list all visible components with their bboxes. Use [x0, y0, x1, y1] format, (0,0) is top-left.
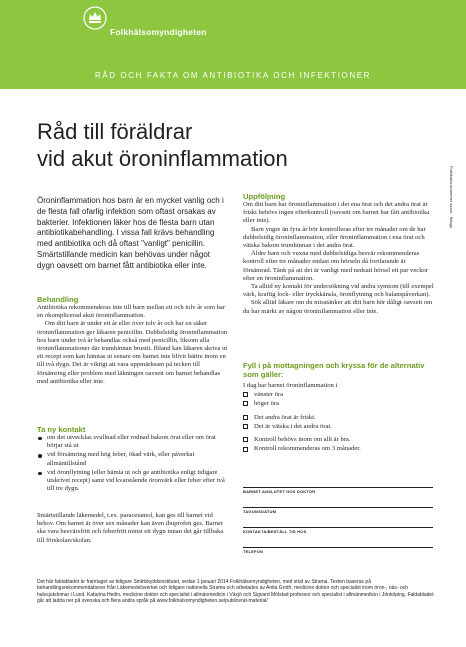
uppfoljning-heading: Uppföljning — [243, 192, 286, 201]
checkbox-left-ear[interactable]: vänster öra — [243, 390, 435, 399]
title-line-1: Råd till föräldrar — [37, 119, 193, 144]
smarta-paragraph: Smärtstillande läkemedel, t.ex. paracetamol, kan ges till barnet vid behov. Om barnet är över sex månader kan även ibuprofen ges. Barnet ska vara besvärsfritt och feberfritt minst ett dygn innan det går tillbaka till förskolan/skolan. — [37, 512, 224, 544]
field-doctor[interactable]: BARNET ANSLUTET HOS DOKTOR — [243, 487, 433, 494]
uppfoljning-p3: Äldre barn och vuxna med dubbelsidiga besvär rekommenderas kontroll efter tre månader endast om hörseln då fortfarande är försämrad. Tänk på att det är vanligt med nedsatt hörsel ett par veckor efter en öroninflammation. — [243, 250, 428, 282]
checkbox-right-ear[interactable]: höger öra — [243, 399, 435, 408]
checkbox-icon[interactable] — [243, 437, 248, 442]
behandling-p1: Antibiotika rekommenderas inte till barn mellan ett och tolv år som har en okomplicerad akut öroninflammation. — [37, 304, 226, 320]
checkbox-icon[interactable] — [243, 401, 248, 406]
checkbox-followup-3m[interactable]: Kontroll rekommenderas om 3 månader. — [243, 444, 435, 453]
checkbox-icon[interactable] — [243, 415, 248, 420]
checkbox-other-fluid[interactable]: Det är vätska i det andra örat. — [243, 422, 435, 431]
title-line-2: vid akut öroninflammation — [37, 146, 288, 171]
form-section — [243, 361, 435, 454]
uppfoljning-p5: Sök alltid läkare om du misstänker att ditt barn hör dåligt oavsett om du har märkt av någon öroninflammation eller inte. — [243, 299, 433, 315]
list-item: vid öronflytning (eller hämta ut och ge antibiotika enligt tidigare utskrivet recept) samt vid kvarstående öronvärk eller feber efter två till tre dygn. — [37, 469, 229, 494]
form-group-ear — [243, 390, 435, 409]
footer-note: Det här faktabladet är framtaget av tidigare Smittskyddsinstitutet, sedan 1 januari 2014 Folkhälsomyndigheten, med stöd av Strama. Texten baseras på behandlingsrekommendationer från Läkemedelsverket och tidigare nationella Strama och arbetades av Anita Groth, medicine doktor och specialist inom öron-, näs- och halssjukdomar i Lund, Katarina Hedin, medicine doktor och specialist i allmänmedicin i Växjö och Sigvard Mölstad professor och specialist i allmänmedicin i Jönköping. Faktabladet går att ladda ner på svenska och flera andra språk på www.folkhalsomyndigheten.se/publicerat-material/ — [37, 579, 434, 605]
kontakt-heading: Ta ny kontakt — [37, 425, 86, 434]
list-item: om det utvecklas svullnad eller rodnad bakom örat eller om örat börjar stå ut — [37, 434, 229, 450]
uppfoljning-p1: Om ditt barn har öroninflammation i det ena örat och det andra örat är friskt behövs ingen efterkontroll (oavsett om barnet har fått antibiotika eller inte). — [243, 201, 430, 225]
field-date[interactable]: TAGONSDATUM — [243, 507, 433, 514]
topic-banner: RÅD OCH FAKTA OM ANTIBIOTIKA OCH INFEKTIONER — [94, 71, 372, 80]
form-intro: I dag har barnet öroninflammation i — [243, 382, 338, 389]
behandling-heading: Behandling — [37, 295, 79, 304]
field-phone[interactable]: TELEFON — [243, 547, 433, 554]
kontakt-list — [37, 434, 229, 493]
crown-emblem-icon — [83, 6, 107, 30]
page-title — [37, 118, 288, 172]
side-code: Publikationsnummer xxxxx · Bilaga — [449, 166, 454, 229]
uppfoljning-p2: Barn yngre än fyra år bör kontrolleras efter tre månader om de har dubbelsidig öroninflammation, eller öroninflammation i ena örat och vätska bakom trumhinnan i det andra örat. — [243, 225, 426, 250]
agency-name: Folkhälsomyndigheten — [110, 27, 207, 37]
checkbox-icon[interactable] — [243, 447, 248, 452]
checkbox-other-healthy[interactable]: Det andra örat är friskt. — [243, 413, 435, 422]
form-group-followup — [243, 435, 435, 454]
form-heading: Fyll i på mottagningen och kryssa för de alternativ som gäller: — [243, 361, 425, 379]
kontakt-section — [37, 425, 229, 494]
uppfoljning-p4: Ta alltid ny kontakt för undersökning vid andra symtom (till exempel värk, kraftig lock- eller tryckkänsla, öronflytning och balanspåverkan). — [243, 283, 434, 299]
form-group-other-ear — [243, 413, 435, 432]
field-contact[interactable]: KONTAKTA/BESTÄLL TID HOS — [243, 527, 433, 534]
checkbox-followup-needed[interactable]: Kontroll behövs inom om allt är bra. — [243, 435, 435, 444]
behandling-p2: Om ditt barn är under ett år eller över tolv år och har en säker öroninflammation ger läkaren penicillin. Dubbelsidig öroninflammation hos barn under två år behandlas också med penicillin, liksom alla öroninflammationer där trumhinnan brustit. Ibland kan läkaren skriva ut ett recept som kan hämtas ut senare om barnet inte blivit bättre inom en till två dygn. Det är viktigt att vara uppmärksam på tecken till försämring eller problem med läkningen oavsett om barnet behandlas med antibiotika eller inte. — [37, 320, 228, 385]
checkbox-icon[interactable] — [243, 424, 248, 429]
list-item: vid försämring med hög feber, ökad värk, eller påverkat allmäntillstånd — [37, 451, 229, 467]
checkbox-icon[interactable] — [243, 392, 248, 397]
lead-paragraph: Öroninflammation hos barn är en mycket vanlig och i de flesta fall ofarlig infektion som oftast orsakas av bakterier. Infektionen läker hos de flesta barn utan antibiotikabehandling. I vissa fall krävs behandling med antibiotika och då oftast "vanligt" penicillin. Smärtstillande medicin kan behövas under något dygn oavsett om barnet fått antibiotika eller inte. — [37, 196, 224, 270]
behandling-section — [37, 295, 229, 386]
uppfoljning-section — [243, 192, 435, 316]
